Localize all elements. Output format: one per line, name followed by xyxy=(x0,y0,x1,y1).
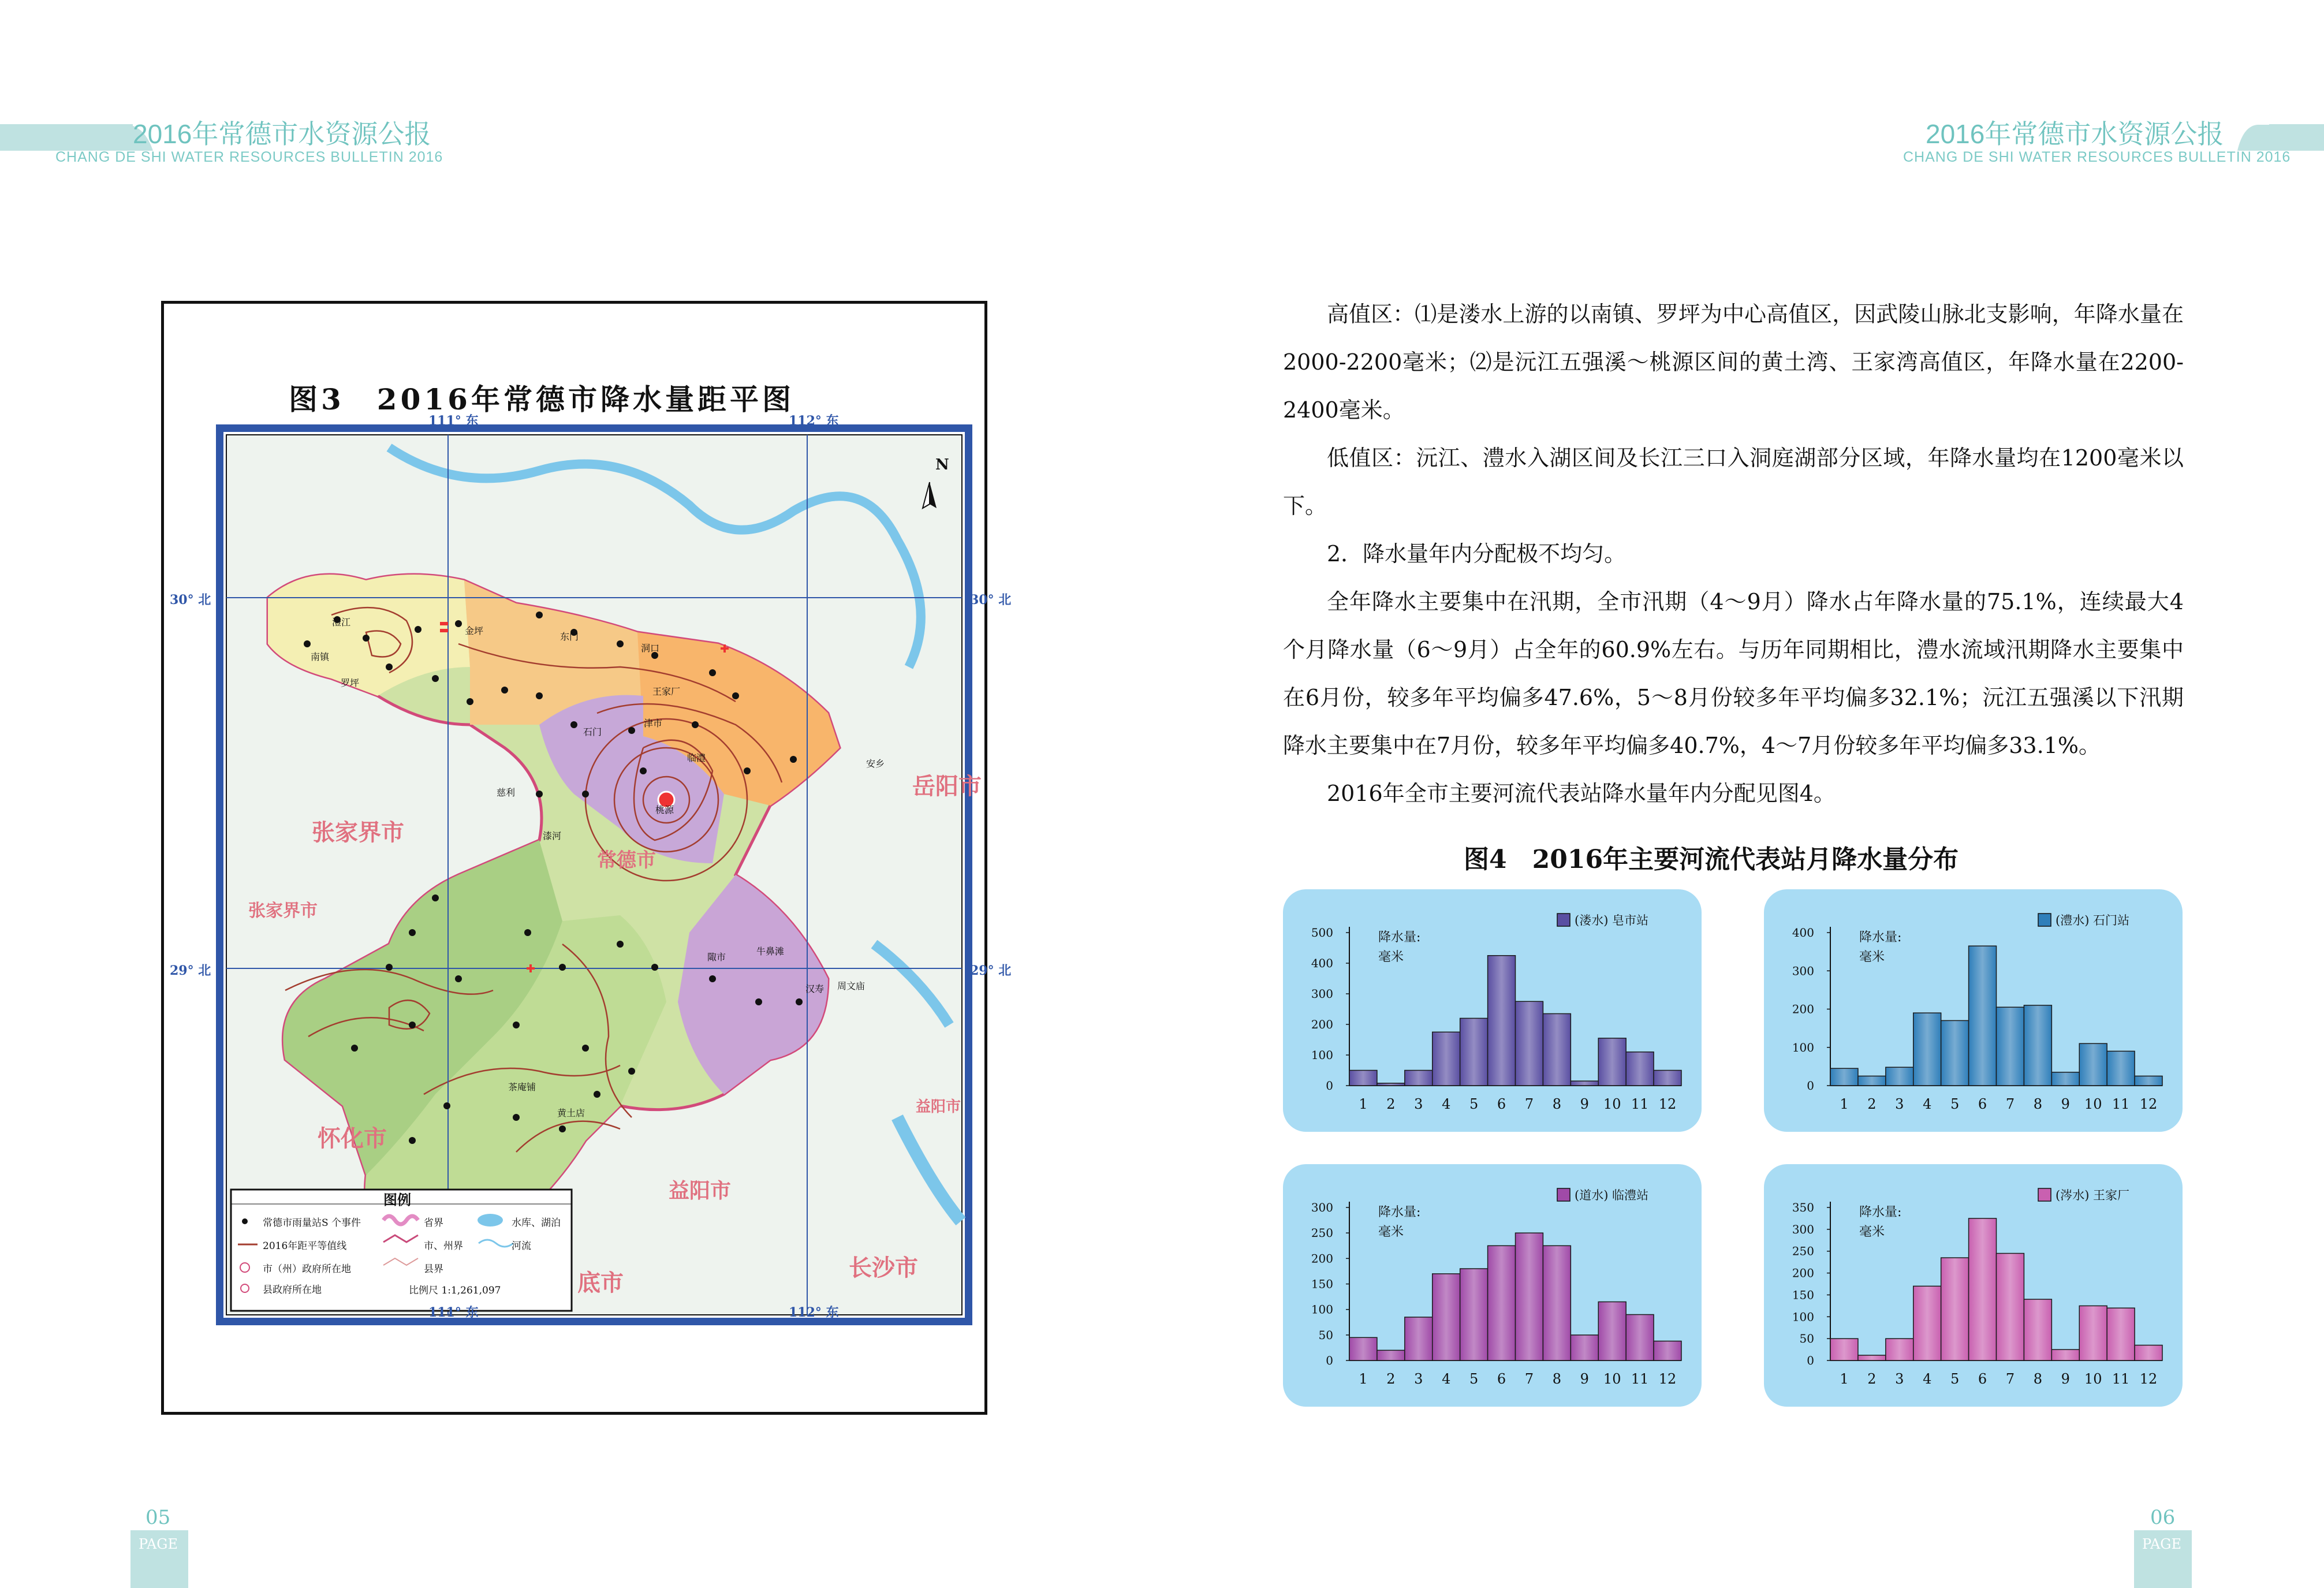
bar xyxy=(1913,1013,1941,1086)
x-tick-label: 11 xyxy=(2112,1096,2130,1112)
station-label: 茶庵铺 xyxy=(508,1082,536,1093)
map-place-yueyang: 岳阳市 xyxy=(912,773,982,800)
y-tick-label: 100 xyxy=(1311,1048,1333,1062)
x-tick-label: 1 xyxy=(1840,1371,1849,1387)
bar xyxy=(2079,1043,2107,1086)
legend-scale: 比例尺 1:1,261,097 xyxy=(409,1285,501,1296)
map-place-yiyang-1: 益阳市 xyxy=(669,1179,732,1203)
bar xyxy=(1886,1067,1913,1086)
bar xyxy=(1969,946,1997,1086)
y-tick-label: 150 xyxy=(1792,1288,1814,1302)
x-tick-label: 4 xyxy=(1923,1096,1932,1112)
bar xyxy=(1460,1269,1488,1360)
x-tick-label: 4 xyxy=(1442,1371,1451,1387)
bar xyxy=(1941,1258,1969,1360)
y-axis-unit: 毫米 xyxy=(1378,1225,1404,1239)
bar xyxy=(1433,1274,1460,1360)
legend-item-city-gov: 市（州）政府所在地 xyxy=(263,1263,351,1275)
y-tick-label: 300 xyxy=(1792,1222,1814,1236)
x-tick-label: 3 xyxy=(1414,1096,1423,1112)
x-tick-label: 9 xyxy=(1580,1371,1589,1387)
x-tick-label: 10 xyxy=(2084,1371,2102,1387)
x-tick-label: 7 xyxy=(2005,1096,2015,1112)
bar xyxy=(2051,1072,2079,1086)
legend-title: 图例 xyxy=(383,1191,411,1208)
legend-label: (道水) 临澧站 xyxy=(1575,1188,1649,1202)
bar xyxy=(1654,1071,1681,1086)
bar xyxy=(1598,1302,1626,1360)
x-tick-label: 8 xyxy=(2033,1096,2043,1112)
header-subtitle-left: CHANG DE SHI WATER RESOURCES BULLETIN 2016 xyxy=(55,149,443,165)
bar xyxy=(1543,1246,1571,1360)
bar xyxy=(1858,1076,1886,1086)
station-label: 安乡 xyxy=(866,758,885,769)
station-label: 南镇 xyxy=(311,651,330,662)
map-lon-111-bottom: 111° 东 xyxy=(428,1305,479,1320)
map-lat-30-right: 30° 北 xyxy=(970,592,1012,607)
x-tick-label: 5 xyxy=(1950,1371,1960,1387)
chart-card-wangjiachang xyxy=(1764,1164,2183,1407)
y-axis-unit: 毫米 xyxy=(1378,950,1404,964)
page-label-left: PAGE xyxy=(139,1536,178,1552)
bar xyxy=(1997,1007,2024,1086)
legend-item-county-border: 县界 xyxy=(424,1263,443,1275)
y-tick-label: 50 xyxy=(1318,1328,1333,1342)
legend-item-contour: 2016年距平等值线 xyxy=(263,1240,347,1252)
station-label: 津市 xyxy=(644,718,663,729)
page-number-right: 06 xyxy=(2150,1506,2176,1529)
bar xyxy=(2079,1306,2107,1360)
y-tick-label: 0 xyxy=(1326,1079,1333,1093)
bar xyxy=(1516,1001,1543,1086)
station-label: 陬市 xyxy=(707,952,726,963)
station-label: 牛鼻滩 xyxy=(756,946,785,957)
x-tick-label: 7 xyxy=(1524,1371,1534,1387)
y-tick-label: 500 xyxy=(1311,926,1333,940)
x-tick-label: 3 xyxy=(1895,1371,1904,1387)
chart-linli xyxy=(1283,1164,1702,1407)
bar xyxy=(1405,1317,1433,1360)
x-tick-label: 6 xyxy=(1978,1096,1987,1112)
bar xyxy=(1969,1218,1997,1360)
bar xyxy=(1433,1032,1460,1086)
paragraph-heading-2: 2．降水量年内分配极不均匀。 xyxy=(1327,541,1627,566)
station-label: 石门 xyxy=(583,726,602,737)
paragraph-figure-ref: 2016年全市主要河流代表站降水量年内分配见图4。 xyxy=(1327,781,1836,806)
bar xyxy=(1886,1339,1913,1360)
x-tick-label: 8 xyxy=(1552,1096,1562,1112)
header-subtitle-right: CHANG DE SHI WATER RESOURCES BULLETIN 2016 xyxy=(1903,149,2291,165)
x-tick-label: 11 xyxy=(1631,1371,1649,1387)
x-tick-label: 5 xyxy=(1950,1096,1960,1112)
bar xyxy=(1626,1315,1654,1361)
y-tick-label: 300 xyxy=(1311,1201,1333,1214)
x-tick-label: 9 xyxy=(1580,1096,1589,1112)
y-tick-label: 100 xyxy=(1792,1310,1814,1324)
map-lon-111-top: 111° 东 xyxy=(428,413,479,428)
bar xyxy=(2135,1345,2162,1361)
bar xyxy=(1488,1246,1516,1360)
page-number-left: 05 xyxy=(146,1506,171,1529)
station-label: 汉寿 xyxy=(805,983,825,994)
map-place-loudi: 底市 xyxy=(577,1269,624,1296)
y-tick-label: 300 xyxy=(1792,964,1814,978)
x-tick-label: 6 xyxy=(1497,1371,1506,1387)
x-tick-label: 4 xyxy=(1442,1096,1451,1112)
x-tick-label: 7 xyxy=(2005,1371,2015,1387)
y-axis-label: 降水量: xyxy=(1859,1205,1902,1220)
station-label: 周文庙 xyxy=(837,981,866,991)
y-tick-label: 0 xyxy=(1807,1079,1814,1093)
paragraph-distribution: 全年降水主要集中在汛期，全市汛期（4～9月）降水占年降水量的75.1%，连续最大4个月降水量（6～9月）占全年的60.9%左右。与历年同期相比，澧水流域汛期降水主要集中在6月份，较多年平均偏多47.6%，5～8月份较多年平均偏多32.1%；沅江五强溪以下汛期降水主要集中在7月份，较多年平均偏多40.7%，4～7月份较多年平均偏多33.1%。 xyxy=(1283,589,2184,758)
x-tick-label: 9 xyxy=(2061,1096,2070,1112)
x-tick-label: 5 xyxy=(1469,1371,1479,1387)
map-lat-29-left: 29° 北 xyxy=(170,963,211,978)
figure4-title: 图4 2016年主要河流代表站月降水量分布 xyxy=(1464,845,1959,874)
chart-card-linli xyxy=(1283,1164,1702,1407)
legend-swatch xyxy=(2038,914,2051,926)
x-tick-label: 10 xyxy=(1603,1371,1621,1387)
x-tick-label: 6 xyxy=(1497,1096,1506,1112)
bar xyxy=(1830,1068,1858,1086)
precipitation-anomaly-map xyxy=(216,424,972,1325)
x-tick-label: 10 xyxy=(1603,1096,1621,1112)
legend-label: (溇水) 皂市站 xyxy=(1575,914,1649,927)
header-band-right xyxy=(2269,124,2324,151)
bar xyxy=(1598,1038,1626,1086)
bar xyxy=(1516,1233,1543,1360)
map-place-zhangjiajie-1: 张家界市 xyxy=(312,819,404,846)
station-label: 黄土店 xyxy=(557,1108,585,1119)
bar xyxy=(2135,1076,2162,1086)
bar xyxy=(1543,1013,1571,1086)
map-lat-29-right: 29° 北 xyxy=(970,963,1012,978)
legend-item-county-gov: 县政府所在地 xyxy=(263,1284,322,1296)
y-tick-label: 200 xyxy=(1792,1002,1814,1016)
chart-wangjiachang xyxy=(1764,1164,2183,1407)
map-lon-112-top: 112° 东 xyxy=(789,413,839,428)
bar xyxy=(1460,1018,1488,1086)
bar xyxy=(1858,1355,1886,1360)
station-label: 洞口 xyxy=(641,643,660,654)
legend-label: (涔水) 王家厂 xyxy=(2056,1188,2130,1202)
x-tick-label: 2 xyxy=(1386,1096,1396,1112)
x-tick-label: 7 xyxy=(1524,1096,1534,1112)
y-axis-label: 降水量: xyxy=(1859,930,1902,945)
y-tick-label: 100 xyxy=(1792,1040,1814,1054)
header-title-right: 2016年常德市水资源公报 xyxy=(1926,119,2224,149)
legend-item-station: 常德市雨量站S 个事件 xyxy=(263,1217,361,1229)
map-place-changsha: 长沙市 xyxy=(849,1254,918,1281)
map-lat-30-left: 30° 北 xyxy=(170,592,211,607)
legend-swatch xyxy=(1557,1188,1570,1201)
bar xyxy=(1405,1071,1433,1086)
y-axis-unit: 毫米 xyxy=(1859,950,1885,964)
y-tick-label: 350 xyxy=(1792,1201,1814,1214)
map-place-changde: 常德市 xyxy=(597,849,656,872)
x-tick-label: 9 xyxy=(2061,1371,2070,1387)
x-tick-label: 5 xyxy=(1469,1096,1479,1112)
y-tick-label: 0 xyxy=(1807,1354,1814,1367)
x-tick-label: 8 xyxy=(1552,1371,1562,1387)
page-label-right: PAGE xyxy=(2142,1536,2181,1552)
bar xyxy=(2107,1051,2135,1086)
y-tick-label: 50 xyxy=(1799,1332,1814,1346)
station-label: 慈利 xyxy=(497,787,516,798)
header-band-right-curve xyxy=(2235,119,2275,154)
bar xyxy=(1571,1335,1598,1360)
x-tick-label: 12 xyxy=(2139,1371,2158,1387)
station-label: 王家厂 xyxy=(652,686,681,697)
bar xyxy=(1654,1341,1681,1360)
y-axis-unit: 毫米 xyxy=(1859,1225,1885,1239)
station-label: 漆河 xyxy=(543,830,562,841)
y-tick-label: 200 xyxy=(1311,1017,1333,1031)
y-tick-label: 200 xyxy=(1792,1266,1814,1280)
chart-card-shimen xyxy=(1764,889,2183,1132)
map-title: 图3 2016年常德市降水量距平图 xyxy=(289,382,794,416)
map-north-label: N xyxy=(935,456,949,474)
x-tick-label: 11 xyxy=(2112,1371,2130,1387)
legend-item-reservoir: 水库、湖泊 xyxy=(512,1217,561,1229)
bar xyxy=(1997,1254,2024,1361)
bar xyxy=(1377,1083,1405,1086)
bar xyxy=(2024,1005,2051,1086)
legend-item-city-border: 市、州界 xyxy=(424,1240,463,1252)
x-tick-label: 2 xyxy=(1386,1371,1396,1387)
bar xyxy=(1941,1020,1969,1086)
bar xyxy=(1571,1081,1598,1086)
body-text xyxy=(1283,290,2184,818)
x-tick-label: 6 xyxy=(1978,1371,1987,1387)
y-tick-label: 150 xyxy=(1311,1277,1333,1291)
x-tick-label: 2 xyxy=(1867,1096,1877,1112)
station-label: 金坪 xyxy=(465,625,484,636)
x-tick-label: 11 xyxy=(1631,1096,1649,1112)
y-tick-label: 400 xyxy=(1311,956,1333,970)
map-place-zhangjiajie-2: 张家界市 xyxy=(248,901,318,921)
header-title-left: 2016年常德市水资源公报 xyxy=(133,119,431,149)
x-tick-label: 12 xyxy=(1658,1096,1677,1112)
x-tick-label: 8 xyxy=(2033,1371,2043,1387)
bar xyxy=(1626,1052,1654,1086)
bar xyxy=(2107,1308,2135,1360)
y-tick-label: 100 xyxy=(1311,1302,1333,1317)
bar xyxy=(1913,1286,1941,1360)
x-tick-label: 12 xyxy=(1658,1371,1677,1387)
bar xyxy=(2051,1350,2079,1360)
bar xyxy=(1349,1337,1377,1360)
chart-zaoshi xyxy=(1283,889,1702,1132)
x-tick-label: 1 xyxy=(1359,1096,1368,1112)
bar xyxy=(1349,1071,1377,1086)
paragraph-low-value: 低值区：沅江、澧水入湖区间及长江三口入洞庭湖部分区域，年降水量均在1200毫米以下。 xyxy=(1283,445,2184,519)
x-tick-label: 12 xyxy=(2139,1096,2158,1112)
legend-swatch xyxy=(1557,914,1570,926)
station-label: 澧江 xyxy=(332,617,351,628)
y-tick-label: 300 xyxy=(1311,987,1333,1001)
chart-shimen xyxy=(1764,889,2183,1132)
paragraph-high-value: 高值区：⑴是溇水上游的以南镇、罗坪为中心高值区，因武陵山脉北支影响，年降水量在2000-2200毫米；⑵是沅江五强溪～桃源区间的黄土湾、王家湾高值区，年降水量在2200-2400毫米。 xyxy=(1283,301,2184,423)
bar xyxy=(1830,1339,1858,1360)
map-place-huaihua: 怀化市 xyxy=(318,1125,387,1152)
x-tick-label: 1 xyxy=(1359,1371,1368,1387)
legend-item-river: 河流 xyxy=(512,1240,531,1252)
x-tick-label: 1 xyxy=(1840,1096,1849,1112)
station-label: 罗坪 xyxy=(341,677,360,688)
y-axis-label: 降水量: xyxy=(1378,930,1421,945)
y-tick-label: 200 xyxy=(1311,1251,1333,1266)
x-tick-label: 3 xyxy=(1895,1096,1904,1112)
station-label: 桃源 xyxy=(655,804,674,815)
y-axis-label: 降水量: xyxy=(1378,1205,1421,1220)
map-lon-112-bottom: 112° 东 xyxy=(789,1305,839,1320)
map-place-yiyang-2: 益阳市 xyxy=(916,1098,961,1116)
x-tick-label: 10 xyxy=(2084,1096,2102,1112)
y-tick-label: 250 xyxy=(1311,1226,1333,1240)
x-tick-label: 2 xyxy=(1867,1371,1877,1387)
bar xyxy=(2024,1299,2051,1360)
y-tick-label: 400 xyxy=(1792,926,1814,940)
station-label: 东门 xyxy=(560,631,579,642)
x-tick-label: 3 xyxy=(1414,1371,1423,1387)
station-label: 临澧 xyxy=(687,752,706,763)
y-tick-label: 250 xyxy=(1792,1244,1814,1258)
x-tick-label: 4 xyxy=(1923,1371,1932,1387)
legend-item-province-border: 省界 xyxy=(424,1217,443,1229)
bar xyxy=(1377,1350,1405,1360)
chart-card-zaoshi xyxy=(1283,889,1702,1132)
legend-label: (澧水) 石门站 xyxy=(2056,914,2130,927)
legend-swatch xyxy=(2038,1188,2051,1201)
y-tick-label: 0 xyxy=(1326,1354,1333,1367)
bar xyxy=(1488,956,1516,1086)
